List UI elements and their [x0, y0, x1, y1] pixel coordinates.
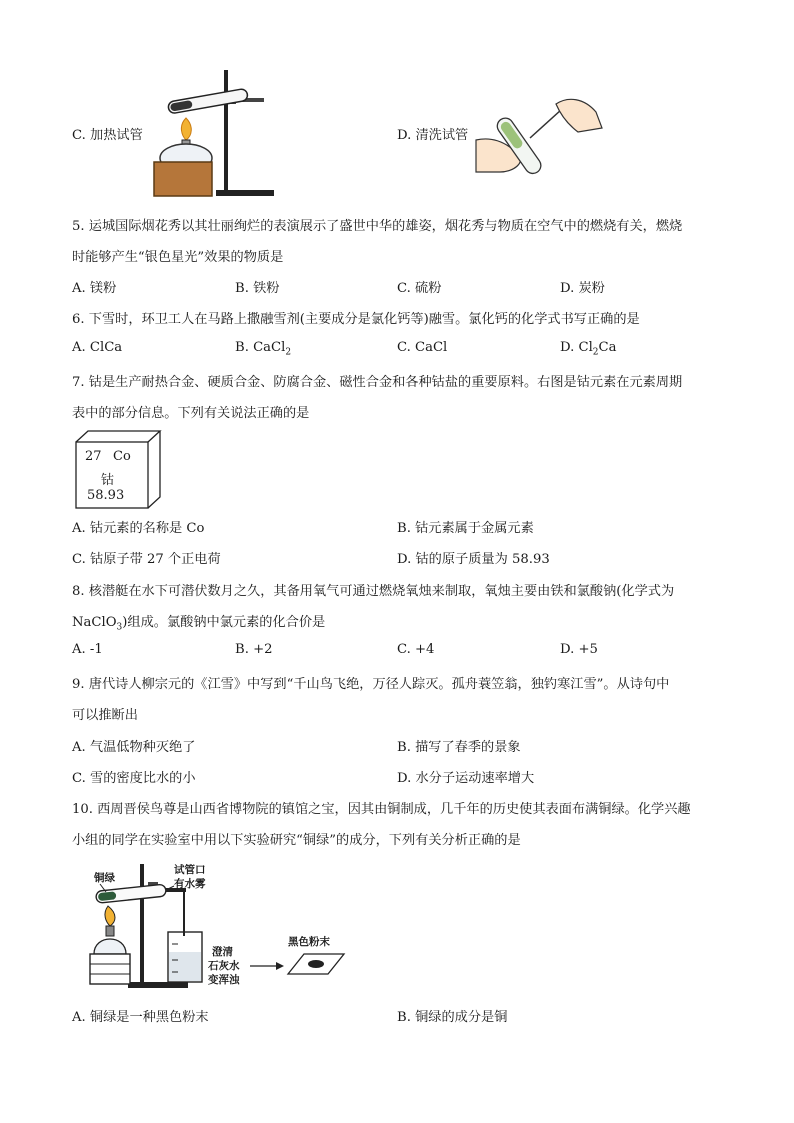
- q7-option-d: D. 钴的原子质量为 58.93: [397, 552, 550, 567]
- q7-line2: 表中的部分信息。下列有关说法正确的是: [72, 406, 310, 421]
- q6-option-d: [560, 340, 616, 358]
- q8-line2-rest: )组成。氯酸钠中氯元素的化合价是: [122, 615, 326, 630]
- q8-line2-formula: NaClO: [72, 615, 117, 630]
- q5-option-a: A. 镁粉: [72, 281, 117, 296]
- q10-line2: 小组的同学在实验室中用以下实验研究“铜绿”的成分，下列有关分析正确的是: [72, 833, 521, 848]
- q10-option-b: B. 铜绿的成分是铜: [397, 1010, 508, 1025]
- q8-option-a: A. -1: [72, 642, 103, 657]
- q6-option-d-text2: Ca: [598, 340, 617, 355]
- q10-line1: 10. 西周晋侯鸟尊是山西省博物院的镇馆之宝，因其由铜制成，几千年的历史使其表面布满铜绿。化学兴趣: [72, 802, 691, 817]
- label-tonglv: 铜绿: [94, 872, 115, 884]
- q6-option-c: C. CaCl: [397, 340, 448, 355]
- q5-option-b: B. 铁粉: [235, 281, 280, 296]
- q9-option-d: D. 水分子运动速率增大: [397, 771, 535, 786]
- washing-test-tube-figure: [474, 92, 604, 182]
- label-clear: 澄清: [212, 946, 233, 958]
- q8-line2: [72, 611, 325, 633]
- q9-option-a: A. 气温低物种灭绝了: [72, 740, 196, 755]
- q9-option-b: B. 描写了春季的景象: [397, 740, 521, 755]
- q8-line2-sub: 3: [116, 622, 123, 633]
- q9-option-c: C. 雪的密度比水的小: [72, 771, 196, 786]
- option-d-wash-tube: D. 清洗试管: [397, 128, 469, 143]
- q6-option-a: A. ClCa: [72, 340, 123, 355]
- q5-option-d: D. 炭粉: [560, 281, 605, 296]
- label-limewater: 石灰水: [208, 960, 240, 972]
- element-name: 钴: [101, 473, 115, 488]
- q9-line1: 9. 唐代诗人柳宗元的《江雪》中写到“千山鸟飞绝，万径人踪灭。孤舟蓑笠翁，独钓寒江雪”。从诗句中: [72, 677, 670, 692]
- element-atomic-number: 27: [85, 449, 102, 464]
- heating-test-tube-figure: [148, 66, 278, 200]
- q6-line1: 6. 下雪时，环卫工人在马路上撒融雪剂(主要成分是氯化钙等)融雪。氯化钙的化学式书写正确的是: [72, 312, 640, 327]
- q6-option-d-sub: 2: [592, 347, 599, 358]
- q8-line1: 8. 核潜艇在水下可潜伏数月之久，其备用氧气可通过燃烧氧烛来制取，氧烛主要由铁和氯酸钠(化学式为: [72, 584, 675, 599]
- q7-option-a: A. 钴元素的名称是 Co: [72, 521, 205, 536]
- element-symbol: Co: [113, 449, 131, 464]
- copper-green-experiment-diagram: [88, 860, 358, 994]
- q8-option-c: C. +4: [397, 642, 435, 657]
- q7-option-c: C. 钴原子带 27 个正电荷: [72, 552, 221, 567]
- option-c-heat-tube: C. 加热试管: [72, 128, 143, 143]
- q7-line1: 7. 钴是生产耐热合金、硬质合金、防腐合金、磁性合金和各种钴盐的重要原料。右图是钴元素在元素周期: [72, 375, 683, 390]
- q6-option-b: [235, 340, 291, 358]
- label-turbid: 变浑浊: [208, 974, 240, 986]
- q5-option-c: C. 硫粉: [397, 281, 442, 296]
- q10-option-a: A. 铜绿是一种黑色粉末: [72, 1010, 209, 1025]
- q7-option-b: B. 钴元素属于金属元素: [397, 521, 534, 536]
- q6-option-b-text: B. CaCl: [235, 340, 286, 355]
- label-water-mist: 有水雾: [174, 878, 206, 890]
- q8-option-d: D. +5: [560, 642, 598, 657]
- q9-line2: 可以推断出: [72, 708, 138, 723]
- q5-line2: 时能够产生“银色星光”效果的物质是: [72, 250, 284, 265]
- label-black-powder: 黑色粉末: [288, 936, 330, 948]
- q6-option-d-text: D. Cl: [560, 340, 593, 355]
- q5-line1: 5. 运城国际烟花秀以其壮丽绚烂的表演展示了盛世中华的雄姿，烟花秀与物质在空气中的燃烧有关，燃烧: [72, 219, 683, 234]
- label-tube-mouth: 试管口: [174, 864, 206, 876]
- element-mass: 58.93: [87, 488, 125, 503]
- q6-option-b-sub: 2: [285, 347, 292, 358]
- q8-option-b: B. +2: [235, 642, 273, 657]
